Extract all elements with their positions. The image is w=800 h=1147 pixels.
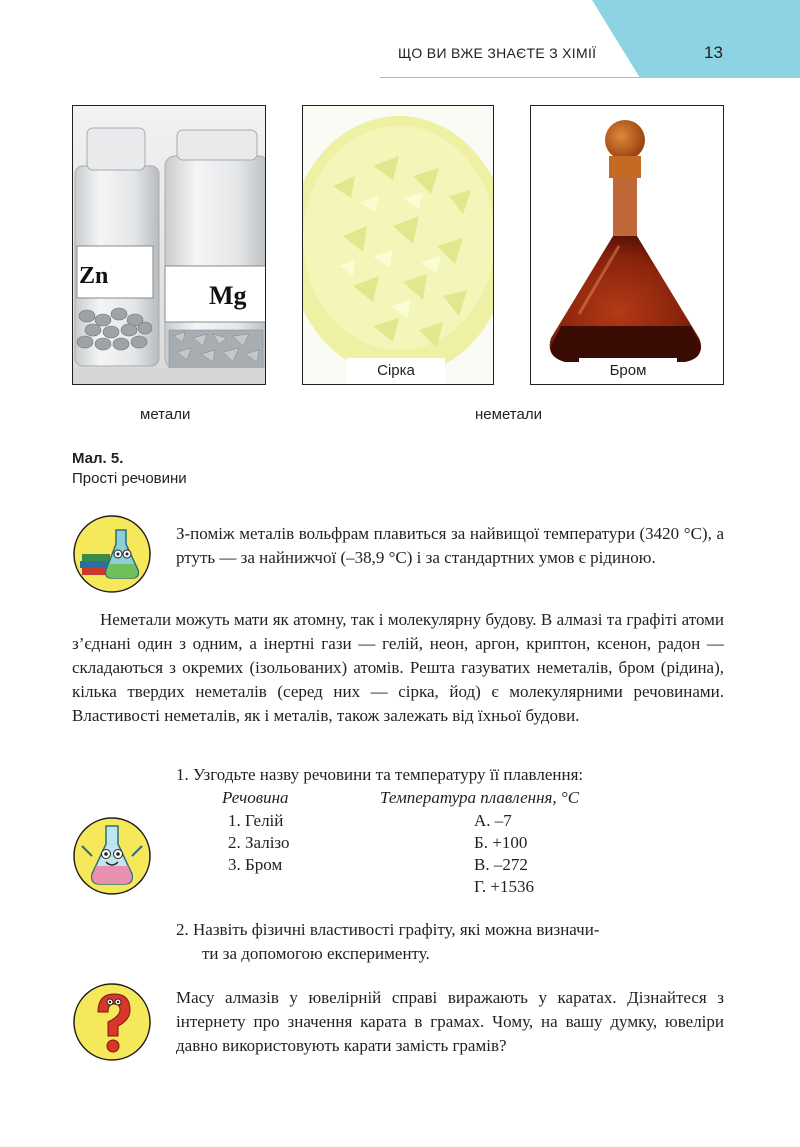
jar-label-mg: Mg xyxy=(209,281,247,310)
figure-caption: Прості речовини xyxy=(72,470,187,487)
substance-item: 3. Бром xyxy=(228,855,283,874)
task-1-prompt: 1. Узгодьте назву речовини та температуру її плавлення: xyxy=(176,765,584,784)
question-mark-icon xyxy=(72,982,152,1062)
task-2-line-2: ти за допомогою експерименту. xyxy=(202,944,430,963)
temperature-item: Б. +100 xyxy=(474,833,528,852)
column-header-substance: Речовина xyxy=(222,788,289,807)
column-header-temperature: Температура плавлення, °С xyxy=(380,788,580,807)
running-header-title: ЩО ВИ ВЖЕ ЗНАЄТЕ З ХІМІЇ xyxy=(398,45,597,61)
temperature-item: Г. +1536 xyxy=(474,877,534,896)
photo-bromine xyxy=(530,105,724,385)
substance-item: 1. Гелій xyxy=(228,811,284,830)
page-number: 13 xyxy=(704,43,723,62)
flask-character-icon xyxy=(72,816,152,896)
photo-sulfur xyxy=(302,105,494,385)
group-label-metals: метали xyxy=(140,406,191,423)
substance-item: 2. Залізо xyxy=(228,833,290,852)
temperature-item: А. –7 xyxy=(474,811,512,830)
photo-caption-sulfur: Сірка xyxy=(347,358,445,384)
research-note: Масу алмазів у ювелірній справі виражають у каратах. Дізнайтеся з інтернету про значення карата в грамах. Чому, на вашу думку, ювеліри давно використовують карати замість грамів? xyxy=(176,988,724,1055)
jar-label-zn: Zn xyxy=(79,263,109,289)
photo-metals xyxy=(72,105,266,385)
books-flask-icon xyxy=(72,514,152,594)
body-paragraph: Неметали можуть мати як атомну, так і молекулярну будову. В алмазі та графіті атоми з’єднані один з одним, а інертні гази — гелій, неон, аргон, криптон, ксенон, радон — складаються з окремих (ізольованих) атомів. Решта газуватих неметалів, бром (рідина), кілька твердих неметалів (серед них — сірка, йод) є молекулярними речовинами. Властивості неметалів, як і металів, також залежать від їхньої будови. xyxy=(72,610,724,725)
photo-caption-bromine: Бром xyxy=(579,358,677,384)
figure-number: Мал. 5. xyxy=(72,450,124,467)
header-rule xyxy=(380,77,642,78)
task-2-line-1: 2. Назвіть фізичні властивості графіту, які можна визначи- xyxy=(176,920,600,939)
fact-note: З-поміж металів вольфрам плавиться за найвищої температури (3420 °С), а ртуть — за найнижчої (–38,9 °С) і за стандартних умов є рідиною. xyxy=(176,524,724,567)
temperature-item: В. –272 xyxy=(474,855,528,874)
group-label-nonmetals: неметали xyxy=(475,406,542,423)
header-accent-shape xyxy=(592,0,800,78)
